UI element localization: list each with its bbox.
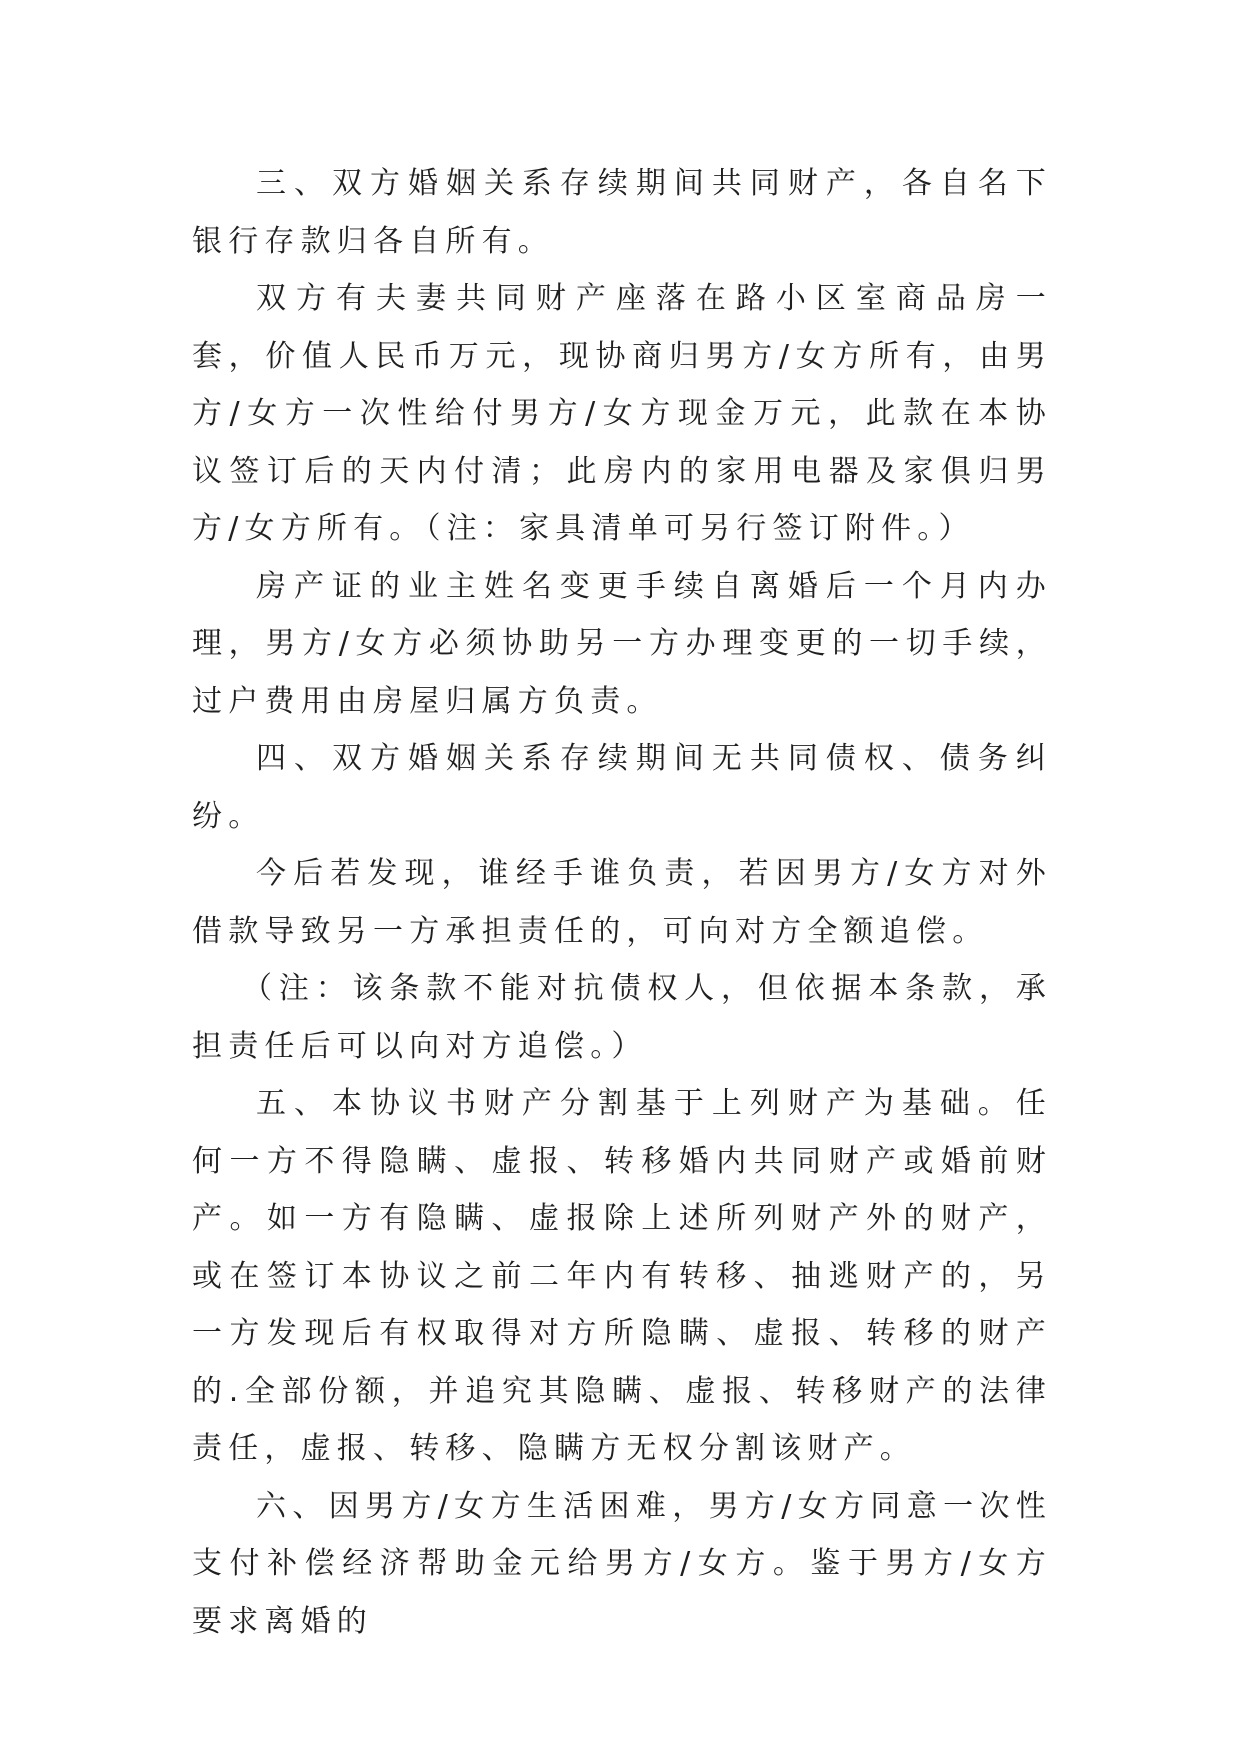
paragraph-house-division: 双方有夫妻共同财产座落在路小区室商品房一套，价值人民币万元，现协商归男方/女方所有，由男方/女方一次性给付男方/女方现金万元，此款在本协议签订后的天内付清；此房内的家用电器及家俱归男方/女方所有。（注：家具清单可另行签订附件。） — [192, 281, 1052, 546]
paragraph-joint-property-deposits: 三、双方婚姻关系存续期间共同财产，各自名下银行存款归各自所有。 — [192, 166, 1052, 259]
paragraph-property-basis: 五、本协议书财产分割基于上列财产为基础。任何一方不得隐瞒、虚报、转移婚内共同财产或婚前财产。如一方有隐瞒、虚报除上述所列财产外的财产，或在签订本协议之前二年内有转移、抽逃财产的，另一方发现后有权取得对方所隐瞒、虚报、转移的财产的.全部份额，并追究其隐瞒、虚报、转移财产的法律责任，虚报、转移、隐瞒方无权分割该财产。 — [192, 1086, 1052, 1466]
paragraph-debt-responsibility: 今后若发现，谁经手谁负责，若因男方/女方对外借款导致另一方承担责任的，可向对方全额追偿。 — [192, 856, 1052, 949]
paragraph-no-joint-debts: 四、双方婚姻关系存续期间无共同债权、债务纠纷。 — [192, 741, 1052, 834]
paragraph-debt-note: （注：该条款不能对抗债权人，但依据本条款，承担责任后可以向对方追偿。） — [192, 971, 1052, 1064]
document-body — [192, 155, 1052, 1650]
paragraph-financial-assistance: 六、因男方/女方生活困难，男方/女方同意一次性支付补偿经济帮助金元给男方/女方。鉴于男方/女方要求离婚的 — [192, 1488, 1052, 1639]
paragraph-title-transfer: 房产证的业主姓名变更手续自离婚后一个月内办理，男方/女方必须协助另一方办理变更的一切手续，过户费用由房屋归属方负责。 — [192, 568, 1052, 719]
